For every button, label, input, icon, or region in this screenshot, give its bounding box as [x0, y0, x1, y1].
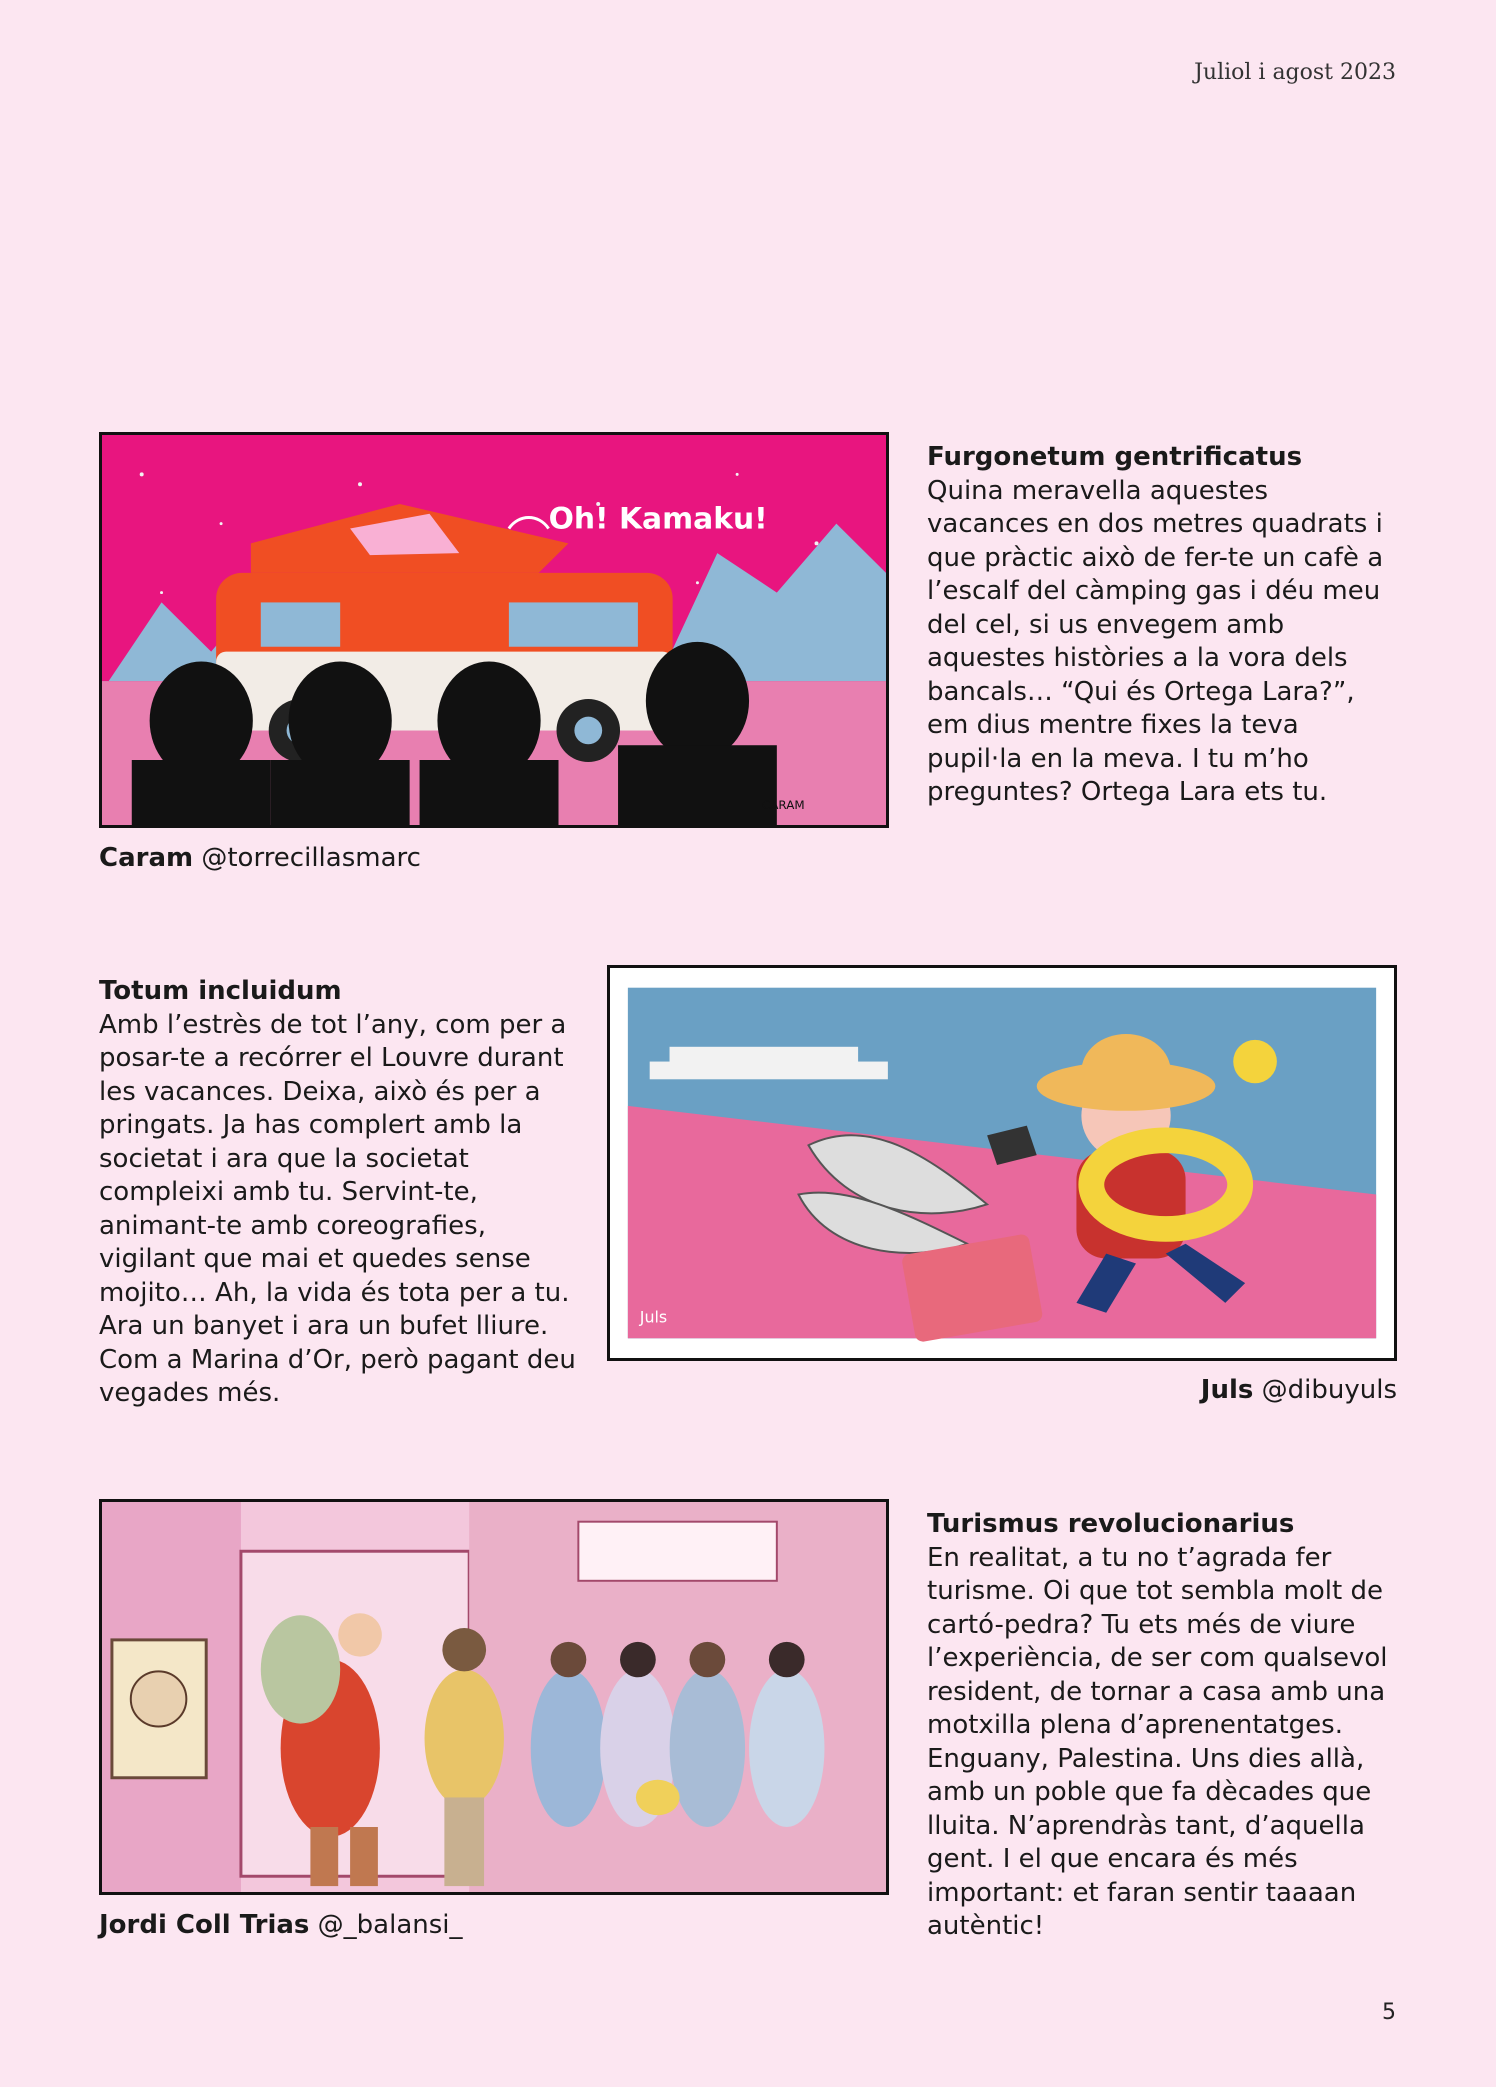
cartoon-image-totum	[607, 965, 1397, 1361]
article-totum	[99, 975, 579, 1411]
article-body: En realitat, a tu no t’agrada fer turisme. Oi que tot sembla molt de cartó-pedra? Tu ets més de viure l’experiència, de ser com qualsevol resident, de tornar a casa amb una motxilla plena d’aprenentatges. Enguany, Palestina. Uns dies allà, amb un poble que fa dècades que lluita. N’aprendràs tant, d’aquella gent. I el que encara és més important: et faran sentir taaaan autèntic!	[927, 1542, 1388, 1941]
author-handle: @dibuyuls	[1261, 1375, 1397, 1405]
article-turismus	[927, 1508, 1397, 1944]
credit-caram	[99, 843, 421, 873]
author-name: Juls	[1200, 1375, 1254, 1405]
article-title: Totum incluidum	[99, 976, 342, 1006]
article-body: Quina meravella aquestes vacances en dos metres quadrats i que pràctic això de fer-te un cafè a l’escalf del càmping gas i déu meu del cel, si us envegem amb aquestes històries a la vora dels bancals… “Qui és Ortega Lara?”, em dius mentre fixes la teva pupil·la en la meva. I tu m’ho preguntes? Ortega Lara ets tu.	[927, 475, 1384, 807]
issue-date: Juliol i agost 2023	[1194, 60, 1396, 85]
article-title: Turismus revolucionarius	[927, 1509, 1295, 1539]
author-name: Jordi Coll Trias	[99, 1910, 310, 1940]
artist-signature: CARAM	[761, 798, 805, 813]
credit-juls	[1201, 1375, 1397, 1405]
article-furgonetum	[927, 441, 1397, 810]
cartoon-image-turismus	[99, 1499, 889, 1895]
artist-signature: Juls	[639, 1307, 668, 1327]
credit-jordi-coll-trias	[99, 1910, 463, 1940]
article-title: Furgonetum gentrificatus	[927, 442, 1303, 472]
speech-bubble-text: Oh! Kamaku!	[548, 500, 768, 536]
author-name: Caram	[99, 843, 194, 873]
article-body: Amb l’estrès de tot l’any, com per a posar-te a recórrer el Louvre durant les vacances. Deixa, això és per a pringats. Ja has complert amb la societat i ara que la societat compleixi amb tu. Servint-te, animant-te amb coreografies, vigilant que mai et quedes sense mojito… Ah, la vida és tota per a tu. Ara un banyet i ara un bufet lliure. Com a Marina d’Or, però pagant deu vegades més.	[99, 1009, 576, 1408]
author-handle: @_balansi_	[317, 1910, 463, 1940]
page-number: 5	[1382, 2000, 1396, 2025]
cartoon-image-furgonetum	[99, 432, 889, 828]
author-handle: @torrecillasmarc	[201, 843, 421, 873]
